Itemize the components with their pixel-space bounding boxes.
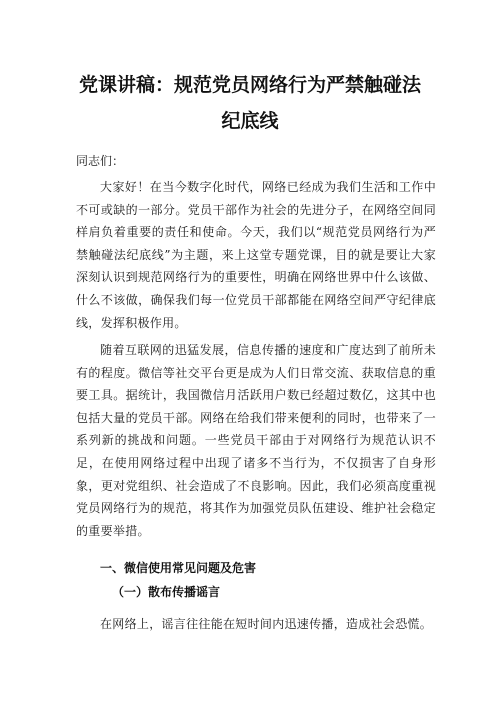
document-title-line-2: 纪底线 bbox=[221, 110, 279, 132]
salutation: 同志们： bbox=[76, 154, 125, 168]
subsection-heading: （一）散布传播谣言 bbox=[112, 585, 221, 599]
paragraph-intro: 大家好！在当今数字化时代，网络已经成为我们生活和工作中不可或缺的一部分。党员干部作为社会的先进分子，在网络空间同样肩负着重要的责任和使命。今天，我们以“规范党员网络行为严禁触碰法纪底线”为主题，来上这堂专题党课，目的就是要让大家深刻认识到规范网络行为的重要性，明确在网络世界中什么该做、什么不该做，确保我们每一位党员干部都能在网络空间严守纪律底线，发挥积极作用。 bbox=[76, 180, 436, 330]
paragraph-rumors: 在网络上，谣言往往能在短时间内迅速传播，造成社会恐慌。 bbox=[100, 617, 433, 631]
document-title-line-1: 党课讲稿：规范党员网络行为严禁触碰法 bbox=[78, 74, 421, 96]
paragraph-background: 随着互联网的迅猛发展，信息传播的速度和广度达到了前所未有的程度。微信等社交平台更是成为人们日常交流、获取信息的重要工具。据统计，我国微信月活跃用户数已经超过数亿，这其中也包括大量的党员干部。网络在给我们带来便利的同时，也带来了一系列新的挑战和问题。一些党员干部由于对网络行为规范认识不足，在使用网络过程中出现了诸多不当行为，不仅损害了自身形象，更对党组织、社会造成了不良影响。因此，我们必须高度重视党员网络行为的规范，将其作为加强党员队伍建设、维护社会稳定的重要举措。 bbox=[76, 343, 436, 538]
section-heading: 一、微信使用常见问题及危害 bbox=[100, 561, 257, 575]
